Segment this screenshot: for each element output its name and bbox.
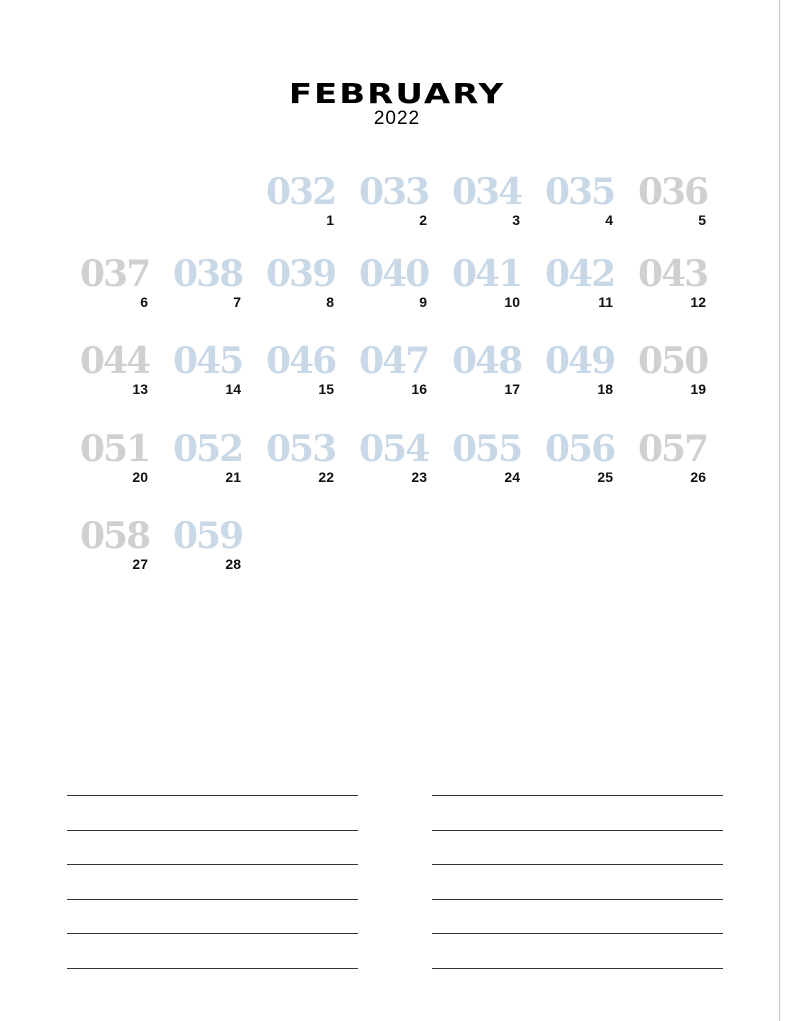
day-of-year-number: 033: [359, 171, 429, 213]
day-of-year-number: 046: [266, 340, 336, 382]
note-line: [432, 795, 723, 796]
day-of-month-number: 25: [597, 469, 613, 485]
day-of-month-number: 5: [698, 212, 706, 228]
day-of-month-number: 19: [690, 381, 706, 397]
day-cell: [638, 429, 731, 509]
day-of-year-number: 054: [359, 428, 429, 470]
day-cell: [545, 172, 638, 252]
day-of-year-number: 057: [638, 428, 708, 470]
day-of-month-number: 13: [132, 381, 148, 397]
note-line: [67, 864, 358, 865]
day-cell: [452, 172, 545, 252]
day-cell: [266, 172, 359, 252]
year-label: 2022: [373, 108, 421, 129]
day-cell: [545, 341, 638, 421]
day-cell: [80, 254, 173, 334]
day-of-month-number: 28: [225, 556, 241, 572]
day-of-month-number: 6: [140, 294, 148, 310]
day-cell: [173, 254, 266, 334]
note-line: [67, 933, 358, 934]
day-of-year-number: 044: [80, 340, 150, 382]
day-of-month-number: 11: [598, 294, 613, 310]
day-of-year-number: 032: [266, 171, 336, 213]
page-edge: [779, 0, 794, 1021]
day-of-year-number: 058: [80, 515, 150, 557]
day-of-month-number: 26: [690, 469, 706, 485]
day-of-year-number: 055: [452, 428, 522, 470]
day-of-year-number: 034: [452, 171, 522, 213]
day-cell: [359, 172, 452, 252]
note-line: [67, 795, 358, 796]
day-of-year-number: 050: [638, 340, 708, 382]
day-cell: [266, 341, 359, 421]
day-of-year-number: 037: [80, 253, 150, 295]
note-line: [432, 864, 723, 865]
day-cell: [452, 254, 545, 334]
day-cell: [638, 254, 731, 334]
day-of-month-number: 1: [326, 212, 334, 228]
day-of-month-number: 2: [419, 212, 427, 228]
day-cell: [638, 172, 731, 252]
day-cell: [80, 516, 173, 596]
day-of-month-number: 22: [318, 469, 334, 485]
day-cell: [545, 254, 638, 334]
day-of-month-number: 15: [318, 381, 334, 397]
day-of-month-number: 17: [504, 381, 520, 397]
day-of-year-number: 047: [359, 340, 429, 382]
day-of-year-number: 042: [545, 253, 615, 295]
day-cell: [359, 254, 452, 334]
day-of-year-number: 041: [452, 253, 522, 295]
note-line: [67, 830, 358, 831]
day-of-year-number: 051: [80, 428, 150, 470]
day-cell: [80, 341, 173, 421]
day-of-month-number: 24: [504, 469, 520, 485]
note-line: [67, 899, 358, 900]
day-of-month-number: 27: [132, 556, 148, 572]
day-of-year-number: 049: [545, 340, 615, 382]
day-cell: [173, 429, 266, 509]
day-cell: [638, 341, 731, 421]
day-of-year-number: 038: [173, 253, 243, 295]
day-of-year-number: 056: [545, 428, 615, 470]
day-of-month-number: 12: [690, 294, 706, 310]
note-line: [432, 968, 723, 969]
note-line: [432, 830, 723, 831]
day-of-month-number: 3: [512, 212, 520, 228]
day-cell: [359, 429, 452, 509]
day-of-year-number: 045: [173, 340, 243, 382]
day-of-month-number: 21: [225, 469, 241, 485]
day-of-month-number: 14: [225, 381, 241, 397]
calendar-grid: [80, 172, 730, 592]
day-cell: [452, 341, 545, 421]
day-of-year-number: 040: [359, 253, 429, 295]
day-of-month-number: 23: [411, 469, 427, 485]
day-of-year-number: 053: [266, 428, 336, 470]
day-cell: [173, 341, 266, 421]
note-line: [432, 933, 723, 934]
day-of-year-number: 039: [266, 253, 336, 295]
day-of-year-number: 035: [545, 171, 615, 213]
day-of-year-number: 043: [638, 253, 708, 295]
day-cell: [266, 429, 359, 509]
day-cell: [173, 516, 266, 596]
day-of-month-number: 16: [411, 381, 427, 397]
day-of-month-number: 8: [326, 294, 334, 310]
day-of-month-number: 20: [132, 469, 148, 485]
day-of-month-number: 18: [597, 381, 613, 397]
day-of-month-number: 9: [419, 294, 427, 310]
month-title: FEBRUARY: [288, 77, 506, 111]
day-of-year-number: 059: [173, 515, 243, 557]
day-of-year-number: 036: [638, 171, 708, 213]
note-line: [67, 968, 358, 969]
note-line: [432, 899, 723, 900]
day-cell: [80, 429, 173, 509]
day-of-year-number: 052: [173, 428, 243, 470]
day-cell: [266, 254, 359, 334]
day-cell: [545, 429, 638, 509]
day-cell: [452, 429, 545, 509]
day-of-month-number: 7: [233, 294, 241, 310]
day-of-year-number: 048: [452, 340, 522, 382]
day-of-month-number: 10: [504, 294, 520, 310]
day-of-month-number: 4: [605, 212, 613, 228]
day-cell: [359, 341, 452, 421]
